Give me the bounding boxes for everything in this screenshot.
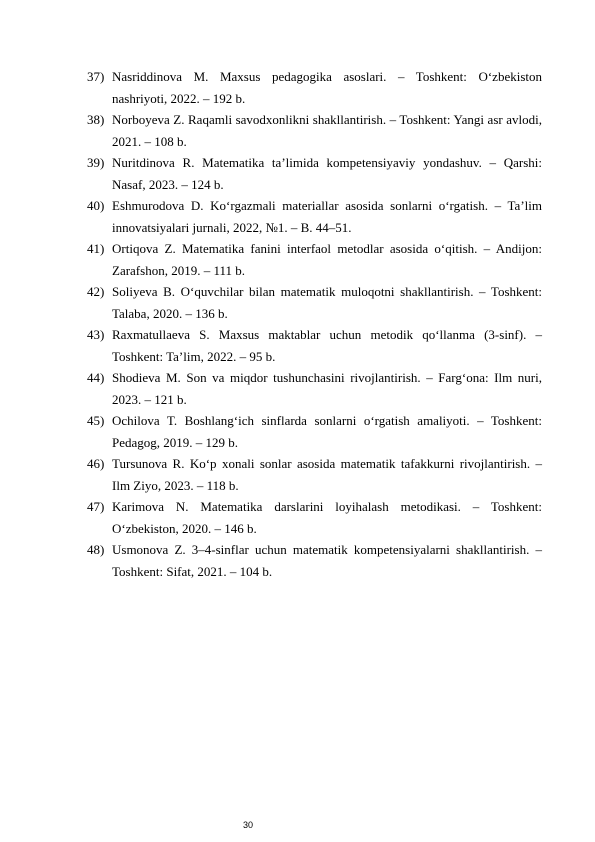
reference-number: 45) [87,413,105,428]
reference-text: Shodieva M. Son va miqdor tushunchasini rivojlantirish. – Farg‘ona: Ilm nuri, 2023. – 121 b. [112,370,542,407]
reference-number: 44) [87,370,105,385]
reference-text: Raxmatullaeva S. Maxsus maktablar uchun metodik qo‘llanma (3-sinf). – Toshkent: Ta’lim, 2022. – 95 b. [112,327,542,364]
reference-text: Soliyeva B. O‘quvchilar bilan matematik muloqotni shakllantirish. – Toshkent: Talaba, 2020. – 136 b. [112,284,542,321]
reference-text: Usmonova Z. 3–4-sinflar uchun matematik kompetensiyalarni shakllantirish. – Toshkent: Sifat, 2021. – 104 b. [112,542,542,579]
page-number: 30 [243,820,254,830]
reference-number: 43) [87,327,105,342]
reference-item [87,195,542,238]
reference-item [87,109,542,152]
reference-text: Karimova N. Matematika darslarini loyihalash metodikasi. – Toshkent: O‘zbekiston, 2020. – 146 b. [112,499,542,536]
reference-text: Ortiqova Z. Matematika fanini interfaol metodlar asosida o‘qitish. – Andijon: Zarafshon, 2019. – 111 b. [112,241,542,278]
reference-text: Eshmurodova D. Ko‘rgazmali materiallar asosida sonlarni o‘rgatish. – Ta’lim innovatsiyalari jurnali, 2022, №1. – B. 44–51. [112,198,542,235]
reference-text: Nuritdinova R. Matematika ta’limida kompetensiyaviy yondashuv. – Qarshi: Nasaf, 2023. – 124 b. [112,155,542,192]
reference-number: 37) [87,69,105,84]
reference-item [87,238,542,281]
reference-number: 46) [87,456,105,471]
reference-number: 47) [87,499,105,514]
reference-text: Nasriddinova M. Maxsus pedagogika asoslari. – Toshkent: O‘zbekiston nashriyoti, 2022. – 192 b. [112,69,542,106]
reference-text: Tursunova R. Ko‘p xonali sonlar asosida matematik tafakkurni rivojlantirish. – Ilm Ziyo, 2023. – 118 b. [112,456,542,493]
reference-item [87,496,542,539]
reference-item [87,324,542,367]
reference-number: 38) [87,112,105,127]
reference-list [87,66,542,582]
reference-number: 40) [87,198,105,213]
reference-item [87,539,542,582]
reference-item [87,281,542,324]
reference-number: 48) [87,542,105,557]
reference-number: 42) [87,284,105,299]
reference-item [87,367,542,410]
reference-text: Norboyeva Z. Raqamli savodxonlikni shakllantirish. – Toshkent: Yangi asr avlodi, 2021. – 108 b. [112,112,542,149]
reference-item [87,66,542,109]
reference-text: Ochilova T. Boshlang‘ich sinflarda sonlarni o‘rgatish amaliyoti. – Toshkent: Pedagog, 2019. – 129 b. [112,413,542,450]
reference-item [87,410,542,453]
reference-number: 39) [87,155,105,170]
reference-item [87,453,542,496]
reference-item [87,152,542,195]
reference-number: 41) [87,241,105,256]
